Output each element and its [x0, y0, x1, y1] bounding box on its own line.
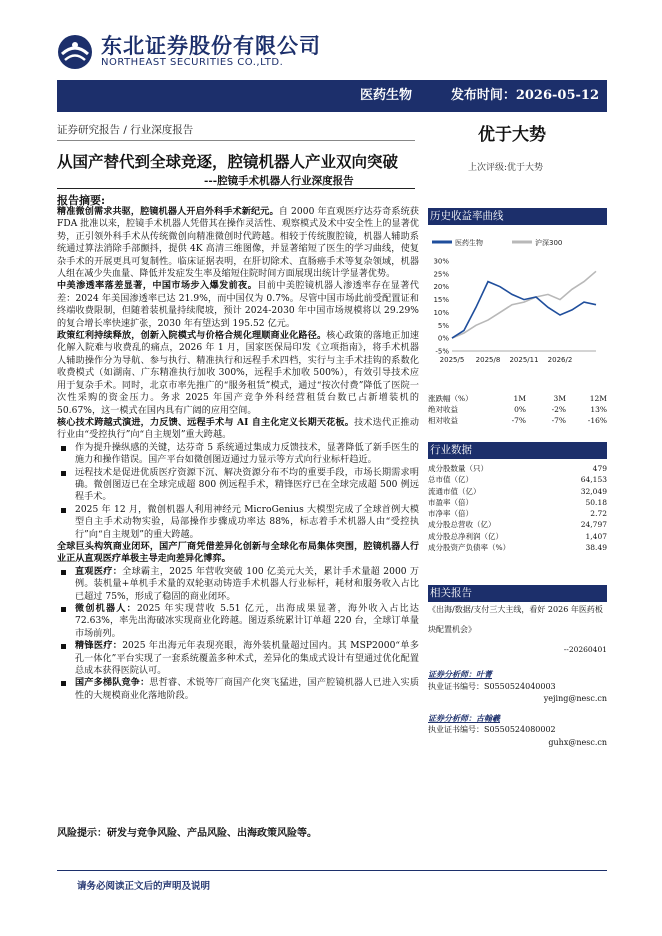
analyst-email[interactable]: guhx@nesc.cn	[548, 737, 607, 747]
table-cell: 3M	[553, 394, 566, 403]
footer-divider	[57, 870, 607, 871]
list-item	[57, 566, 419, 603]
analyst-cert: 执业证书编号：S0550524080002	[428, 725, 556, 734]
y-tick-label: 0%	[437, 334, 449, 343]
table-row	[428, 531, 607, 542]
row-label: 成分股资产负债率（%）	[428, 543, 511, 553]
list-item	[57, 603, 419, 640]
row-label: 成分股总营收（亿）	[428, 520, 496, 530]
table-row	[428, 519, 607, 530]
list-item	[57, 677, 419, 702]
paragraph-lead: 中美渗透率落差显著，中国市场步入爆发前夜。	[57, 280, 258, 292]
table-row	[428, 497, 607, 508]
header-banner	[57, 80, 607, 112]
table-row	[428, 486, 607, 497]
paragraph-text: 自 2000 年直观医疗达芬奇系统获 FDA 批准以来，腔镜手术机器人凭借其在操作灵活性、观察模式及术中安全性上的显著优势，正引领外科手术从传统微创向精准微创时代跨越。相较于传统腹腔镜，机器人辅助系统通过算法消除手部颤抖，提供 4K 高清三维图像，并显著缩短了医生的学习曲线，使复杂手术的开展更具可复制性。临床证据表明，在肝切除术、直肠癌手术等复杂领域，机器人组在减少失血量、降低并发症发生率及缩短住院时间方面展现出统计学显著优势。	[57, 207, 419, 280]
table-row	[428, 404, 607, 415]
logo-icon	[57, 34, 93, 70]
row-label: 成分股数量（只）	[428, 464, 488, 473]
row-value: 1,407	[585, 531, 607, 541]
analyst-name: 证券分析师：古翰羲	[428, 712, 500, 723]
paragraph-text: 目前中美腔镜机器人渗透率存在显著代差：2024 年美国渗透率已达 21.9%，而中国仅为 0.7%。尽管中国市场此前受配置证和终端收费限制，但随着装机量持续爬坡，预计 2024-2030 年中国市场规模将以 29.29%的复合增长率快速扩张，2030 年有望达到 195.52 亿元。	[57, 281, 419, 329]
table-cell: 13%	[590, 405, 607, 414]
x-tick-label: 2026/2	[547, 356, 573, 364]
row-value: 50.18	[585, 497, 607, 507]
table-row	[428, 463, 607, 474]
item-text: 思哲睿、术锐等厂商国产化突飞猛进，国产腔镜机器人已进入实质性的大规模商业化落地阶段。	[75, 678, 420, 701]
table-row	[428, 474, 607, 485]
paragraph	[57, 280, 419, 330]
summary-heading: 报告摘要:	[57, 194, 106, 207]
analyst-cert: 执业证书编号：S0550524040003	[428, 681, 556, 691]
y-tick-label: 20%	[433, 283, 449, 292]
brand-name-cn: 东北证券股份有限公司	[101, 34, 321, 58]
paragraph-lead: 精准微创需求共驱，腔镜机器人开启外科手术新纪元。	[57, 206, 279, 217]
related-reports	[428, 600, 607, 660]
table-cell: -7%	[551, 416, 566, 425]
brand-name-en: NORTHEAST SECURITIES CO.,LTD.	[101, 57, 284, 68]
legend-label: 医药生物	[455, 239, 483, 247]
x-tick-label: 2025/8	[475, 356, 501, 364]
report-subtitle: ---腔镜手术机器人行业深度报告	[204, 175, 354, 187]
table-row	[428, 508, 607, 519]
item-text: 2025 年实现营收 5.51 亿元，出海成果显著，海外收入占比达 72.63%，率先出海破冰实现商业化跨越。图迈系统累计订单超 220 台，全球订单量市场前列。	[75, 604, 419, 639]
row-value: 24,797	[580, 520, 607, 530]
table-cell: -2%	[551, 405, 566, 414]
industry-label: 医药生物	[360, 88, 413, 103]
breadcrumb: 证券研究报告 / 行业深度报告	[57, 124, 194, 136]
release-date: 发布时间：2026-05-12	[450, 88, 599, 103]
paragraph	[57, 417, 419, 442]
analyst-info	[428, 668, 607, 755]
list-item: 远程技术是促进优质医疗资源下沉、解决资源分布不均的重要手段，市场长期需求明确。微创图迈已在全球完成超 800 例远程手术，精锋医疗已在全球完成超 500 例远程手术。	[57, 467, 419, 504]
series-line	[452, 282, 596, 339]
table-cell: 12M	[589, 394, 607, 403]
row-value: 64,153	[580, 475, 607, 485]
table-cell: 相对收益	[428, 416, 458, 425]
list-item: 作为提升操纵感的关键，达芬奇 5 系统通过集成力反馈技术，显著降低了新手医生的施力和操作错误。国产平台如微创图迈通过力显示等方式向行业标杆趋近。	[57, 442, 419, 467]
row-label: 成分股总净利润（亿）	[428, 531, 503, 541]
paragraph-text: 技术迭代正推动行业由“受控执行”向“自主规划”重大跨越。	[57, 417, 419, 441]
x-tick-label: 2025/11	[509, 356, 539, 364]
item-text: 2025 年出海元年表现亮眼，海外装机量超过国内。其 MSP2000“单多孔一体化”平台实现了一套系统覆盖多种术式，差异化的集成式设计有望通过优化配置总成本获得医院认可。	[75, 641, 419, 677]
y-tick-label: -5%	[435, 347, 449, 356]
table-cell: -7%	[511, 416, 526, 425]
y-tick-label: 30%	[433, 257, 449, 266]
rating: 优于大势	[478, 125, 546, 145]
paragraph-lead: 核心技术跨越式演进，力反馈、远程手术与 AI 自主化定义长期天花板。	[57, 416, 355, 428]
performance-chart	[428, 228, 607, 373]
risk-warning: 风险提示：研发与竞争风险、产品风险、出海政策风险等。	[57, 828, 317, 839]
paragraph-text: 核心政策的落地正加速化解入院难与收费乱的痛点，2026 年 1 月，国家医保局印发《立项指南》，将手术机器人辅助操作分为导航、参与执行、精准执行和远程手术四档，实行与主手术挂钩的系数化收费模式（如湖南、广东精准执行加收 300%，远程手术加收 500%），有效引导技术应用于复杂手术。同时，北京市率先推广的“服务租赁”模式，通过“按次付费”降低了医院一次性采购的资金压力。务求 2025 年国产竞争外科经营租赁台数已占新增装机的 50.67%，这一模式在国内具有广阔的应用空间。	[57, 331, 419, 416]
summary-body	[57, 206, 419, 702]
row-value: 479	[592, 464, 607, 473]
table-cell: 绝对收益	[428, 405, 458, 414]
previous-rating: 上次评级:优于大势	[468, 163, 544, 173]
analyst-block	[428, 712, 607, 750]
list-item	[57, 640, 419, 677]
item-lead: 精锋医疗：	[75, 640, 123, 652]
paragraph	[57, 541, 419, 566]
item-lead: 微创机器人：	[75, 603, 137, 614]
analyst-email[interactable]: yejing@nesc.cn	[543, 694, 607, 703]
divider	[57, 140, 415, 141]
item-lead: 直观医疗：	[75, 565, 123, 577]
paragraph-lead: 政策红利持续释放，创新入院模式与价格合规化理顺商业化路径。	[57, 330, 327, 342]
list-item: 2025 年 12 月，微创机器人利用神经元 MicroGenius 大模型完成了全球首例大模型自主手术动物实验，局部操作步骤成功率达 88%，标志着手术机器人由“受控执行”向“自主规划”的重大跨越。	[57, 504, 419, 541]
related-report-date: --20260401	[563, 645, 607, 654]
performance-section-heading: 历史收益率曲线	[428, 208, 607, 225]
brand-logo	[57, 34, 321, 70]
y-tick-label: 25%	[433, 270, 449, 279]
paragraph-lead: 全球巨头构筑商业闭环，国产厂商凭借差异化创新与全球化布局集体突围，腔镜机器人行业正从直观医疗单极主导走向差异化博弈。	[57, 540, 419, 565]
row-label: 市盈率（倍）	[428, 497, 473, 507]
table-header	[428, 393, 607, 404]
row-value: 32,049	[580, 486, 607, 496]
legend-label: 沪深300	[535, 239, 563, 247]
industry-data-table	[428, 463, 607, 553]
table-row	[428, 415, 607, 426]
analyst-name: 证券分析师：叶菁	[428, 669, 492, 679]
disclaimer: 请务必阅读正文后的声明及说明	[77, 881, 211, 892]
table-cell: -16%	[587, 416, 607, 425]
industry-data-heading: 行业数据	[428, 442, 607, 459]
performance-table	[428, 393, 607, 426]
row-label: 总市值（亿）	[428, 475, 473, 485]
table-cell: 涨跌幅（%）	[428, 394, 473, 403]
paragraph	[57, 330, 419, 417]
row-value: 38.49	[585, 543, 607, 553]
row-label: 市净率（倍）	[428, 509, 473, 519]
row-label: 流通市值（亿）	[428, 486, 481, 496]
y-tick-label: 15%	[433, 296, 449, 305]
row-value: 2.72	[590, 509, 607, 519]
related-report-link[interactable]: 《出海/数据/支付三大主线，看好 2026 年医药板块配置机会》	[428, 605, 603, 634]
series-line	[452, 271, 596, 338]
y-tick-label: 10%	[433, 308, 449, 317]
analyst-block	[428, 668, 607, 706]
item-text: 全球霸主，2025 年营收突破 100 亿美元大关，累计手术量超 2000 万例。装机量+单机手术量的双轮驱动铸造手术机器人行业标杆，耗材和服务收入占比已超过 75%，形成了稳固的商业闭环。	[75, 566, 419, 602]
x-tick-label: 2025/5	[439, 356, 465, 364]
divider	[57, 188, 415, 189]
table-row	[428, 542, 607, 553]
y-tick-label: 5%	[437, 321, 449, 330]
report-title: 从国产替代到全球竞逐，腔镜机器人产业双向突破	[57, 152, 399, 171]
paragraph	[57, 206, 419, 280]
table-cell: 1M	[513, 394, 526, 403]
table-cell: 0%	[514, 405, 526, 414]
item-lead: 国产多梯队竞争：	[75, 677, 150, 689]
related-reports-heading: 相关报告	[428, 585, 607, 602]
